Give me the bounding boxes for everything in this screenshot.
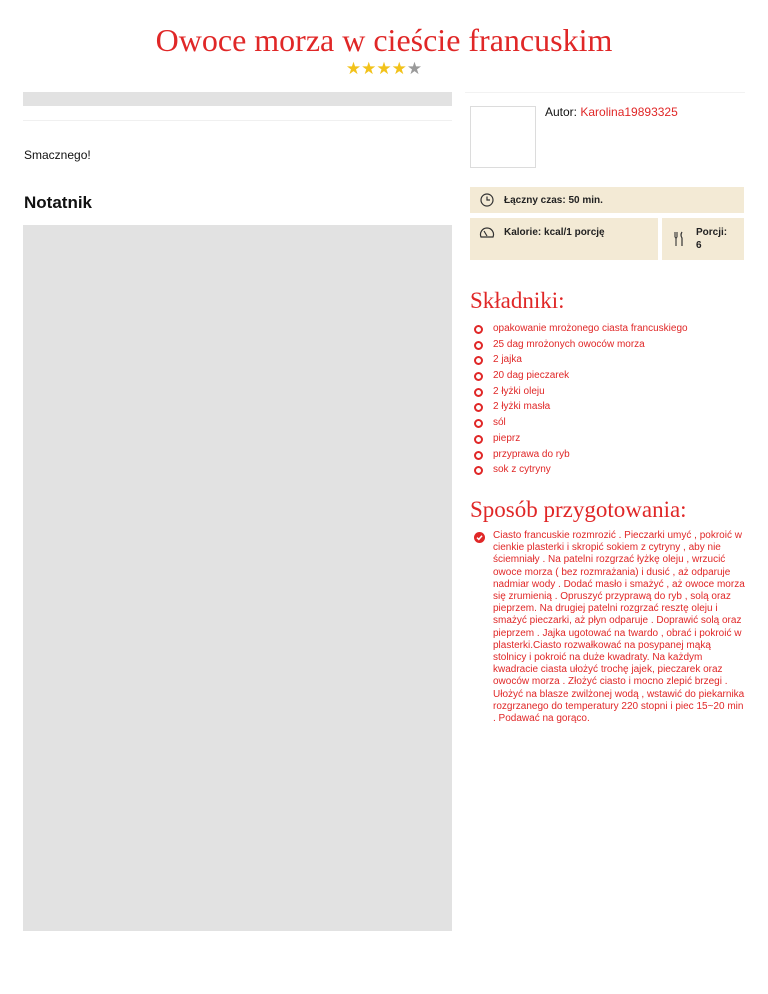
portions-box bbox=[662, 218, 744, 260]
bullet-icon bbox=[474, 403, 483, 412]
preparation-step bbox=[474, 530, 746, 725]
star-icon-5[interactable]: ★ bbox=[406, 59, 423, 78]
total-time-text: Łączny czas: 50 min. bbox=[504, 195, 603, 206]
bullet-icon bbox=[474, 372, 483, 381]
list-item bbox=[474, 368, 688, 384]
list-item bbox=[474, 352, 688, 368]
ingredient-text: pieprz bbox=[493, 432, 521, 444]
list-item bbox=[474, 462, 688, 478]
bullet-icon bbox=[474, 388, 483, 397]
closing-text: Smacznego! bbox=[24, 148, 91, 162]
notes-heading: Notatnik bbox=[24, 193, 92, 212]
ingredient-text: 2 jajka bbox=[493, 354, 522, 366]
ingredient-text: 2 łyżki masła bbox=[493, 401, 551, 413]
preparation-heading: Sposób przygotowania: bbox=[470, 497, 687, 522]
bullet-icon bbox=[474, 466, 483, 475]
list-item bbox=[474, 431, 688, 447]
clock-icon bbox=[480, 193, 494, 207]
recipe-title: Owoce morza w cieście francuskim bbox=[155, 22, 613, 58]
speedometer-icon bbox=[479, 225, 495, 239]
list-item bbox=[474, 399, 688, 415]
author-avatar[interactable] bbox=[470, 106, 536, 168]
ingredient-text: sok z cytryny bbox=[493, 464, 551, 476]
divider bbox=[465, 92, 745, 93]
rating-stars[interactable] bbox=[0, 60, 768, 78]
total-time-box bbox=[470, 187, 744, 213]
list-item bbox=[474, 415, 688, 431]
ingredient-text: 25 dag mrożonych owoców morza bbox=[493, 338, 645, 350]
star-icon-4[interactable]: ★ bbox=[391, 59, 407, 78]
ingredient-text: 20 dag pieczarek bbox=[493, 370, 570, 382]
ingredient-text: 2 łyżki oleju bbox=[493, 385, 545, 397]
calories-text: Kalorie: kcal/1 porcję bbox=[504, 227, 605, 238]
bullet-icon bbox=[474, 419, 483, 428]
left-top-bar bbox=[23, 92, 452, 106]
ingredients-heading: Składniki: bbox=[470, 288, 565, 313]
list-item bbox=[474, 337, 688, 353]
bullet-icon bbox=[474, 451, 483, 460]
star-icon-3[interactable]: ★ bbox=[376, 59, 392, 78]
ingredient-text: opakowanie mrożonego ciasta francuskiego bbox=[493, 323, 688, 334]
list-item bbox=[474, 384, 688, 400]
portions-label: Porcji: bbox=[696, 227, 728, 238]
star-icon-1[interactable]: ★ bbox=[345, 59, 362, 78]
bullet-icon bbox=[474, 325, 483, 334]
list-item bbox=[474, 447, 688, 463]
portions-value: 6 bbox=[696, 240, 702, 251]
author-label: Autor: bbox=[545, 105, 578, 119]
step-text: Ciasto francuskie rozmrozić . Pieczarki umyć , pokroić w cienkie plasterki i skropić sokiem z cytryny , aby nie ściemniały . Na patelni rozgrzać łyżkę oleju , wrzucić owoce morza ( bez rozmrażania) i dusić , aż odparuje nadmiar wody . Dodać masło i smażyć , aż owoce morza się zrumienią . Opruszyć przyprawą do ryb , solą oraz pieprzem. Na drugiej patelni rozgrzać resztę oleju i smażyć pieczarki, aż płyn odparuje . Doprawić solą oraz pieprzem . Jajka ugotować na twardo , obrać i pokroić w plasterki.Ciasto rozwałkować na posypanej mąką stolnicy i pokroić na duże kwadraty. Na każdym kwadracie ciasta ułożyć trochę jajek, pieczarek oraz owoców morza . Złożyć ciasto i mocno zlepić brzegi . Ułożyć na blasze zwilżonej wodą , wstawić do piekarnika rozgrzanego do temperatury 220 stopni i piec 15~20 min . Podawać na gorąco. bbox=[493, 530, 745, 725]
ingredient-text: sól bbox=[493, 417, 506, 429]
star-icon-2[interactable]: ★ bbox=[361, 59, 377, 78]
notes-area[interactable] bbox=[23, 225, 452, 931]
list-item bbox=[474, 321, 688, 337]
ingredient-text: przyprawa do ryb bbox=[493, 448, 570, 460]
author-link[interactable]: Karolina19893325 bbox=[580, 105, 678, 119]
check-icon bbox=[474, 532, 485, 543]
bullet-icon bbox=[474, 341, 483, 350]
calories-box bbox=[470, 218, 658, 260]
bullet-icon bbox=[474, 356, 483, 365]
bullet-icon bbox=[474, 435, 483, 444]
author-line bbox=[545, 105, 678, 119]
ingredients-list bbox=[474, 321, 688, 478]
cutlery-icon bbox=[673, 231, 685, 247]
